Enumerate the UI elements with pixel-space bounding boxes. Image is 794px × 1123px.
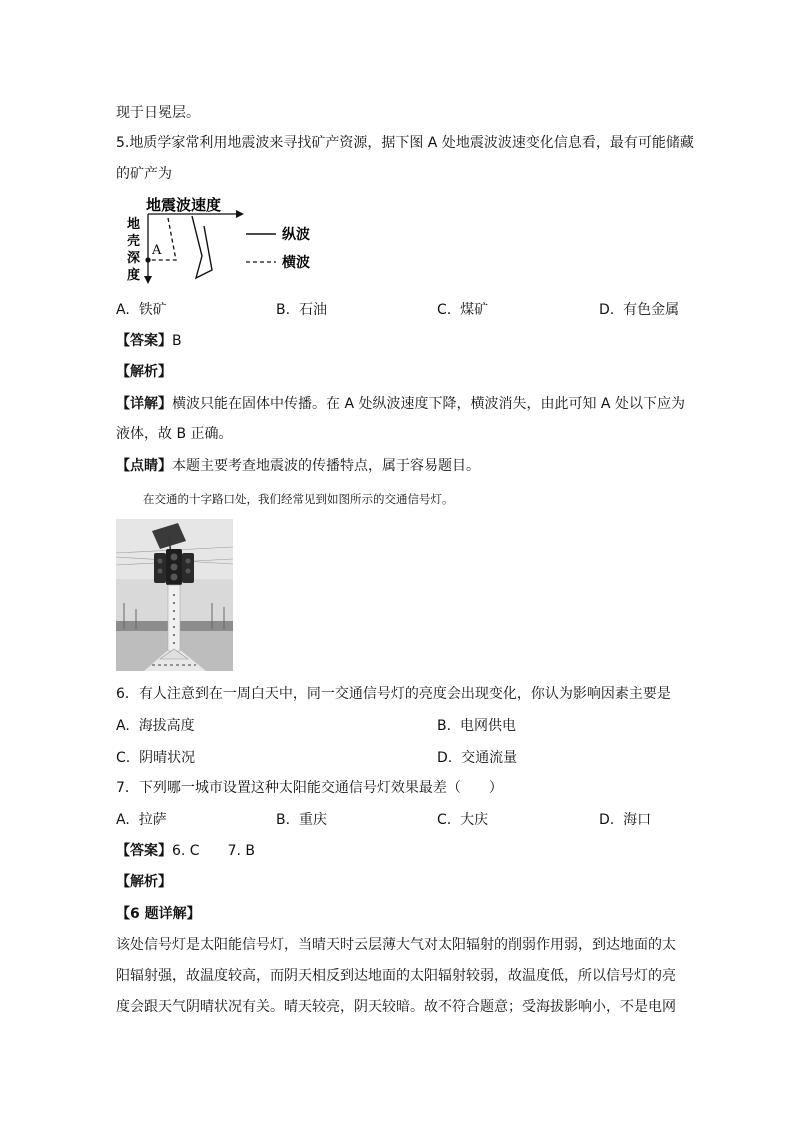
- q5-option-b: B. 石油: [276, 302, 327, 318]
- q6-option-d: D. 交通流量: [437, 750, 518, 766]
- q5-detail-line2: 液体，故 B 正确。: [116, 426, 233, 442]
- q5-option-d: D. 有色金属: [599, 302, 680, 318]
- q6-detail-line3: 度会跟天气阴晴状况有关。晴天较亮，阴天较暗。故不符合题意；受海拔影响小，不是电网: [116, 999, 676, 1015]
- q6-option-c: C. 阴晴状况: [116, 750, 196, 766]
- q6-detail-line2: 阳辐射强，故温度较高，而阴天相反到达地面的太阳辐射较弱，故温度低，所以信号灯的亮: [116, 968, 676, 984]
- q7-option-d: D. 海口: [599, 812, 652, 828]
- q5-analysis-tag: 【解析】: [116, 364, 172, 380]
- q5-stem-line1: 5.地质学家常利用地震波来寻找矿产资源，据下图 A 处地震波波速变化信息看，最有可能储藏: [116, 135, 694, 151]
- q6-q7-analysis-tag: 【解析】: [116, 874, 172, 890]
- q5-option-a: A. 铁矿: [116, 302, 167, 318]
- axis-char-2: 壳: [127, 234, 141, 249]
- q6-q7-answer: 【答案】6. C 7. B: [116, 843, 255, 859]
- q5-detail-line1: 【详解】横波只能在固体中传播。在 A 处纵波速度下降，横波消失，由此可知 A 处以下应为: [116, 396, 685, 412]
- q7-stem: 7．下列哪一城市设置这种太阳能交通信号灯效果最差（ ）: [116, 780, 503, 796]
- q7-option-b: B. 重庆: [276, 812, 327, 828]
- figure-title: 地震波速度: [146, 196, 222, 214]
- axis-char-3: 深: [127, 251, 141, 266]
- q5-option-c: C. 煤矿: [437, 302, 489, 318]
- q7-option-a: A. 拉萨: [116, 812, 167, 828]
- traffic-light-intro: 在交通的十字路口处，我们经常见到如图所示的交通信号灯。: [143, 492, 454, 506]
- point-a-label: A: [152, 243, 162, 258]
- q6-option-a: A. 海拔高度: [116, 718, 195, 734]
- q5-key-point: 【点睛】本题主要考查地震波的传播特点，属于容易题目。: [116, 458, 480, 474]
- legend-dashed-label: 横波: [282, 255, 310, 271]
- q6-detail-line1: 该处信号灯是太阳能信号灯，当晴天时云层薄大气对太阳辐射的削弱作用弱，到达地面的太: [116, 937, 676, 953]
- axis-char-1: 地: [127, 217, 141, 232]
- legend-solid-label: 纵波: [282, 227, 310, 243]
- q5-answer: 【答案】B: [116, 333, 182, 349]
- q7-option-c: C. 大庆: [437, 812, 489, 828]
- solar-traffic-light-photo: [116, 519, 233, 671]
- longitudinal-wave-curve: [192, 216, 212, 278]
- q5-stem-line2: 的矿产为: [116, 166, 172, 182]
- q6-option-b: B. 电网供电: [437, 718, 516, 734]
- axis-char-4: 度: [127, 268, 141, 283]
- seismic-wave-figure: [118, 192, 328, 288]
- q6-stem: 6．有人注意到在一周白天中，同一交通信号灯的亮度会出现变化，你认为影响因素主要是: [116, 686, 671, 702]
- q6-detail-tag: 【6 题详解】: [116, 906, 201, 922]
- continuation-text: 现于日冕层。: [116, 105, 200, 121]
